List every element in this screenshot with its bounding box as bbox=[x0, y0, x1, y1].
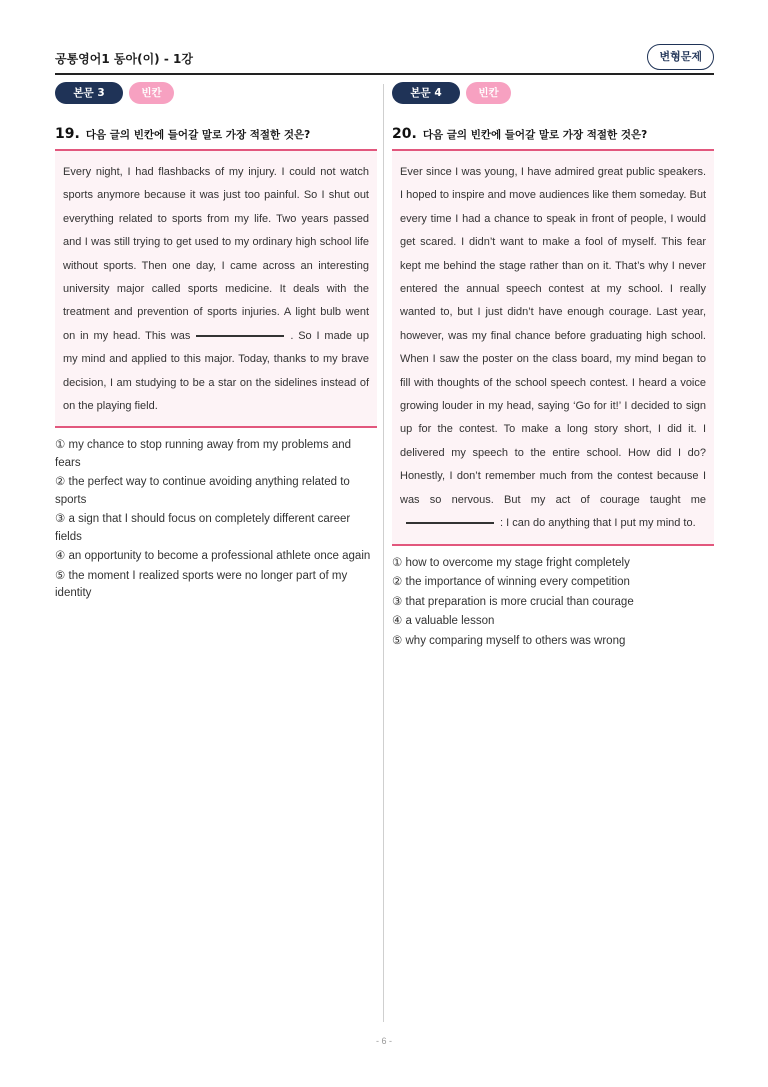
question-20-column bbox=[392, 82, 714, 652]
passage-rule bbox=[55, 426, 377, 428]
option-5[interactable]: ⑤ why comparing myself to others was wrong bbox=[392, 634, 626, 647]
option-3[interactable]: ③ that preparation is more crucial than courage bbox=[392, 595, 634, 608]
page-number: - 6 - bbox=[375, 1036, 392, 1046]
option-3[interactable]: ③ a sign that I should focus on completely different career fields bbox=[55, 513, 351, 543]
header-rule bbox=[55, 73, 714, 75]
page-header bbox=[55, 46, 714, 76]
question-heading bbox=[392, 123, 714, 143]
option-2[interactable]: ② the importance of winning every competition bbox=[392, 576, 630, 588]
answer-blank bbox=[406, 522, 494, 524]
section-tag: 본문 4 bbox=[392, 82, 460, 104]
option-4[interactable]: ④ an opportunity to become a professional athlete once again bbox=[55, 550, 371, 563]
passage bbox=[392, 151, 714, 544]
question-number: 20. bbox=[392, 126, 417, 142]
type-tag: 빈칸 bbox=[129, 82, 174, 104]
passage-text-after: . So I made up my mind and applied to this major. Today, thanks to my brave decision, I am studying to be a star on the sidelines instead of on the playing field. bbox=[63, 329, 369, 413]
type-tag: 빈칸 bbox=[466, 82, 511, 104]
answer-blank bbox=[196, 335, 284, 337]
answer-options bbox=[55, 437, 377, 603]
section-tag: 본문 3 bbox=[55, 82, 123, 104]
question-19-column bbox=[55, 82, 377, 605]
question-tags bbox=[392, 82, 714, 104]
question-text: 다음 글의 빈칸에 들어갈 말로 가장 적절한 것은? bbox=[422, 129, 648, 141]
question-tags bbox=[55, 82, 377, 104]
option-1[interactable]: ① my chance to stop running away from my problems and fears bbox=[55, 439, 352, 469]
passage-text-after: : I can do anything that I put my mind to. bbox=[500, 517, 696, 530]
passage-text-before: Ever since I was young, I have admired great public speakers. I hoped to inspire and move audiences like them someday. But every time I had a chance to speak in front of people, I would get scared. I didn’t want to make a fool of myself. This fear kept me behind the stage rather than on it. That’s why I never entered the annual speech contest at my school. I really wanted to, but I just didn’t have enough courage. Last year, however, was my final chance before graduating high school. When I saw the poster on the class board, my mind began to fill with thoughts of the school speech contest. I heard a voice growing louder in my head, saying ‘Go for it!’ I decided to sign up for the contest. To make a long story short, I did it. I delivered my speech to the entire school. How did I do? Honestly, I don’t remember much from the contest because I was so nervous. But my act of courage taught me bbox=[400, 166, 706, 506]
passage-text-before: Every night, I had flashbacks of my injury. I could not watch sports anymore because it was just too painful. So I shut out everything related to sports from my life. Two years passed and I was still trying to get used to my ordinary high school life without sports. Then one day, I came across an interesting university major called sports medicine. It deals with the treatment and prevention of sports injuries. A light bulb went on in my head. This was bbox=[63, 166, 369, 342]
question-heading bbox=[55, 123, 377, 143]
header-badge: 변형문제 bbox=[647, 44, 714, 70]
question-number: 19. bbox=[55, 126, 80, 142]
page-title: 공통영어1 동아(이) - 1강 bbox=[55, 52, 193, 66]
option-4[interactable]: ④ a valuable lesson bbox=[392, 615, 495, 627]
passage bbox=[55, 151, 377, 426]
column-divider bbox=[383, 84, 384, 1022]
answer-options bbox=[392, 555, 714, 651]
option-2[interactable]: ② the perfect way to continue avoiding anything related to sports bbox=[55, 476, 350, 506]
option-5[interactable]: ⑤ the moment I realized sports were no longer part of my identity bbox=[55, 569, 348, 600]
option-1[interactable]: ① how to overcome my stage fright completely bbox=[392, 556, 630, 569]
passage-rule bbox=[392, 544, 714, 546]
question-text: 다음 글의 빈칸에 들어갈 말로 가장 적절한 것은? bbox=[85, 129, 311, 141]
